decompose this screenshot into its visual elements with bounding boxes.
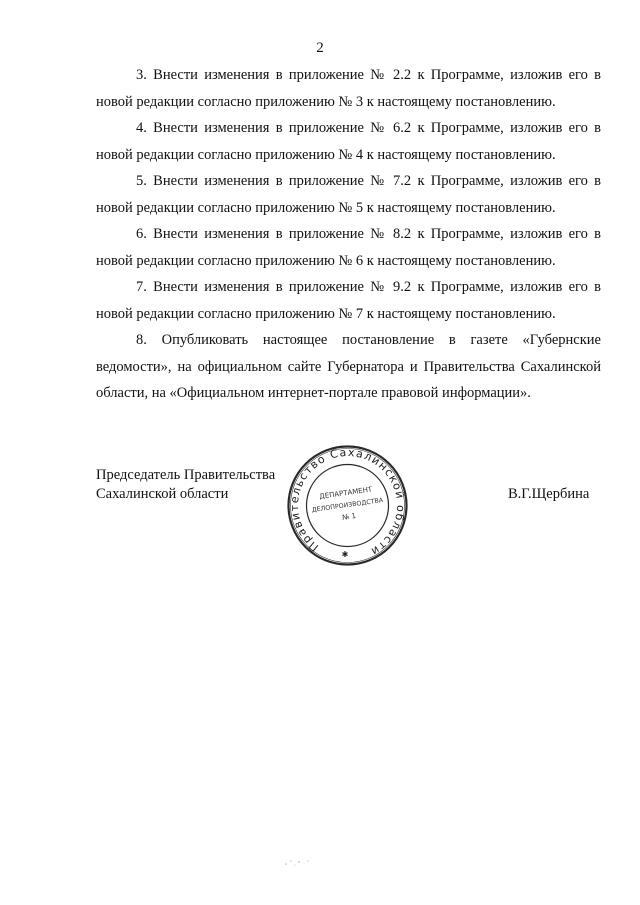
stamp-center-line-1: ДЕПАРТАМЕНТ [318, 485, 373, 501]
stamp-center-line-3: № 1 [341, 511, 357, 522]
signer-title-line-1: Председатель Правительства [96, 467, 276, 483]
official-stamp [285, 443, 410, 568]
paragraph-item-8: 8. Опубликовать настоящее постановление в газете «Губернские ведомости», на официальном сайте Губернатора и Правительства Сахалинской области, на «Официальном интернет-портале правовой информации». [96, 332, 601, 401]
signer-title-line-2: Сахалинской области [96, 486, 229, 502]
paragraph-item-5: 5. Внести изменения в приложение № 7.2 к Программе, изложив его в новой редакции согласно приложению № 5 к настоящему постановлению. [96, 173, 601, 216]
paragraph-item-7: 7. Внести изменения в приложение № 9.2 к Программе, изложив его в новой редакции согласно приложению № 7 к настоящему постановлению. [96, 279, 601, 322]
page-number: 2 [316, 40, 324, 56]
scan-artifact-icon [280, 852, 320, 872]
stamp-center-line-2: ДЕЛОПРОИЗВОДСТВА [311, 497, 384, 514]
stamp-ring-text: Правительство Сахалинской области [287, 445, 408, 559]
paragraph-item-6: 6. Внести изменения в приложение № 8.2 к Программе, изложив его в новой редакции согласно приложению № 6 к настоящему постановлению. [96, 226, 601, 269]
paragraph-item-3: 3. Внести изменения в приложение № 2.2 к Программе, изложив его в новой редакции согласно приложению № 3 к настоящему постановлению. [96, 67, 601, 110]
stamp-star-icon: ✱ [341, 550, 349, 559]
body-text [96, 62, 601, 407]
signer-title [96, 466, 275, 504]
signer-name: В.Г.Щербина [508, 486, 590, 502]
paragraph-item-4: 4. Внести изменения в приложение № 6.2 к Программе, изложив его в новой редакции согласно приложению № 4 к настоящему постановлению. [96, 120, 601, 163]
